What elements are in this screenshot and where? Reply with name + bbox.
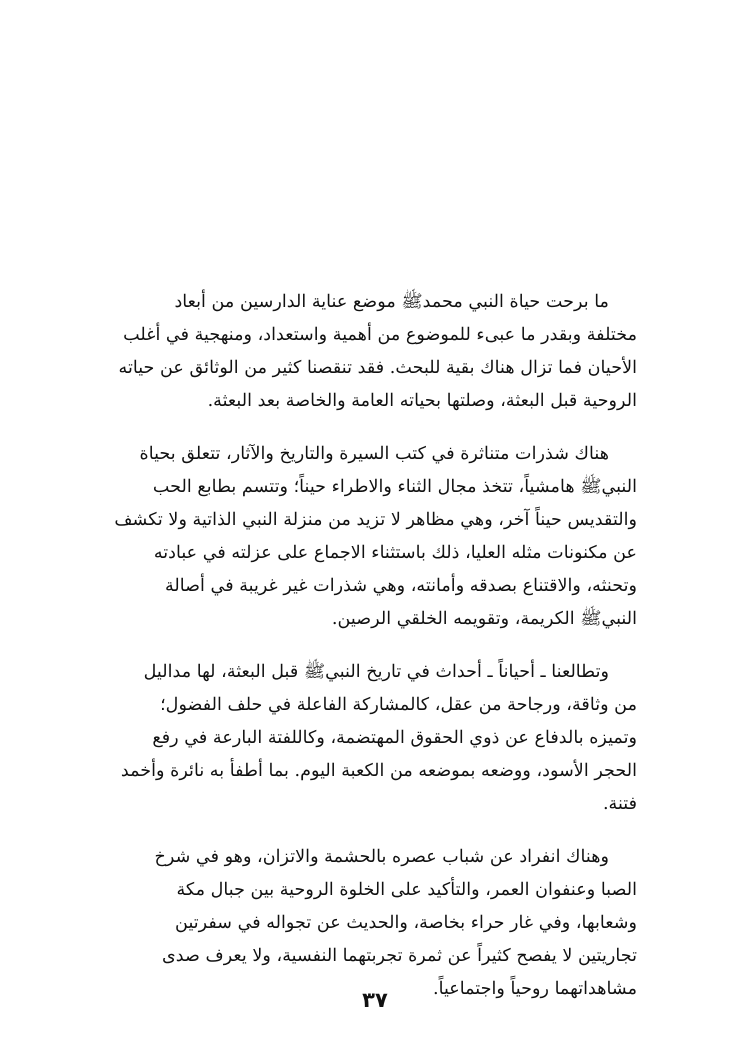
- text-line: النبيﷺ هامشياً، تتخذ مجال الثناء والاطراء حيناً؛ وتتسم بطابع الحب: [152, 477, 637, 497]
- text-line: الأحيان فما تزال هناك بقية للبحث. فقد تنقصنا كثير من الوثائق عن حياته: [118, 358, 637, 378]
- text-line: الروحية قبل البعثة، وصلتها بحياته العامة والخاصة بعد البعثة.: [207, 391, 637, 411]
- text-line: النبيﷺ الكريمة، وتقويمه الخلقي الرصين.: [331, 609, 637, 629]
- text-line: وهناك انفراد عن شباب عصره بالحشمة والاتزان، وهو في شرخ: [154, 847, 609, 867]
- paragraph-1: [100, 286, 637, 418]
- text-line: مشاهداتهما روحياً واجتماعياً.: [432, 979, 637, 999]
- text-line: ما برحت حياة النبي محمدﷺ موضع عناية الدارسين من أبعاد: [174, 292, 609, 312]
- text-line: والتقديس حيناً آخر، وهي مظاهر لا تزيد من منزلة النبي الذاتية ولا تكشف: [114, 510, 637, 530]
- text-line: الصبا وعنفوان العمر، والتأكيد على الخلوة الروحية بين جبال مكة: [176, 880, 637, 900]
- text-line: هناك شذرات متناثرة في كتب السيرة والتاريخ والآثار، تتعلق بحياة: [139, 444, 609, 464]
- page-number: ٣٧: [362, 988, 388, 1012]
- paragraph-3: [100, 656, 637, 821]
- text-line: عن مكنونات مثله العليا، ذلك باستثناء الاجماع على عزلته في عبادته: [153, 543, 637, 563]
- text-line: من وثاقة، ورجاحة من عقل، كالمشاركة الفاعلة في حلف الفضول؛: [160, 695, 637, 715]
- text-line: وشعابها، وفي غار حراء بخاصة، والحديث عن تجواله في سفرتين: [175, 913, 637, 933]
- text-line: فتنة.: [602, 794, 637, 814]
- text-line: مختلفة وبقدر ما عبىء للموضوع من أهمية واستعداد، ومنهجية في أغلب: [123, 325, 637, 345]
- text-line: الحجر الأسود، ووضعه بموضعه من الكعبة اليوم. بما أطفأ به نائرة وأخمد: [120, 761, 637, 781]
- paragraph-2: [100, 438, 637, 636]
- page-body: [100, 286, 637, 1026]
- paragraph-4: [100, 841, 637, 1006]
- text-line: وتطالعنا ـ أحياناً ـ أحداث في تاريخ النبيﷺ قبل البعثة، لها مداليل: [143, 662, 609, 682]
- text-line: تجاريتين لا يفصح كثيراً عن ثمرة تجربتهما النفسية، ولا يعرف صدى: [161, 946, 637, 966]
- text-line: وتميزه بالدفاع عن ذوي الحقوق المهتضمة، وكاللفتة البارعة في رفع: [152, 728, 637, 748]
- text-line: وتحنثه، والاقتناع بصدقه وأمانته، وهي شذرات غير غريبة في أصالة: [164, 576, 637, 596]
